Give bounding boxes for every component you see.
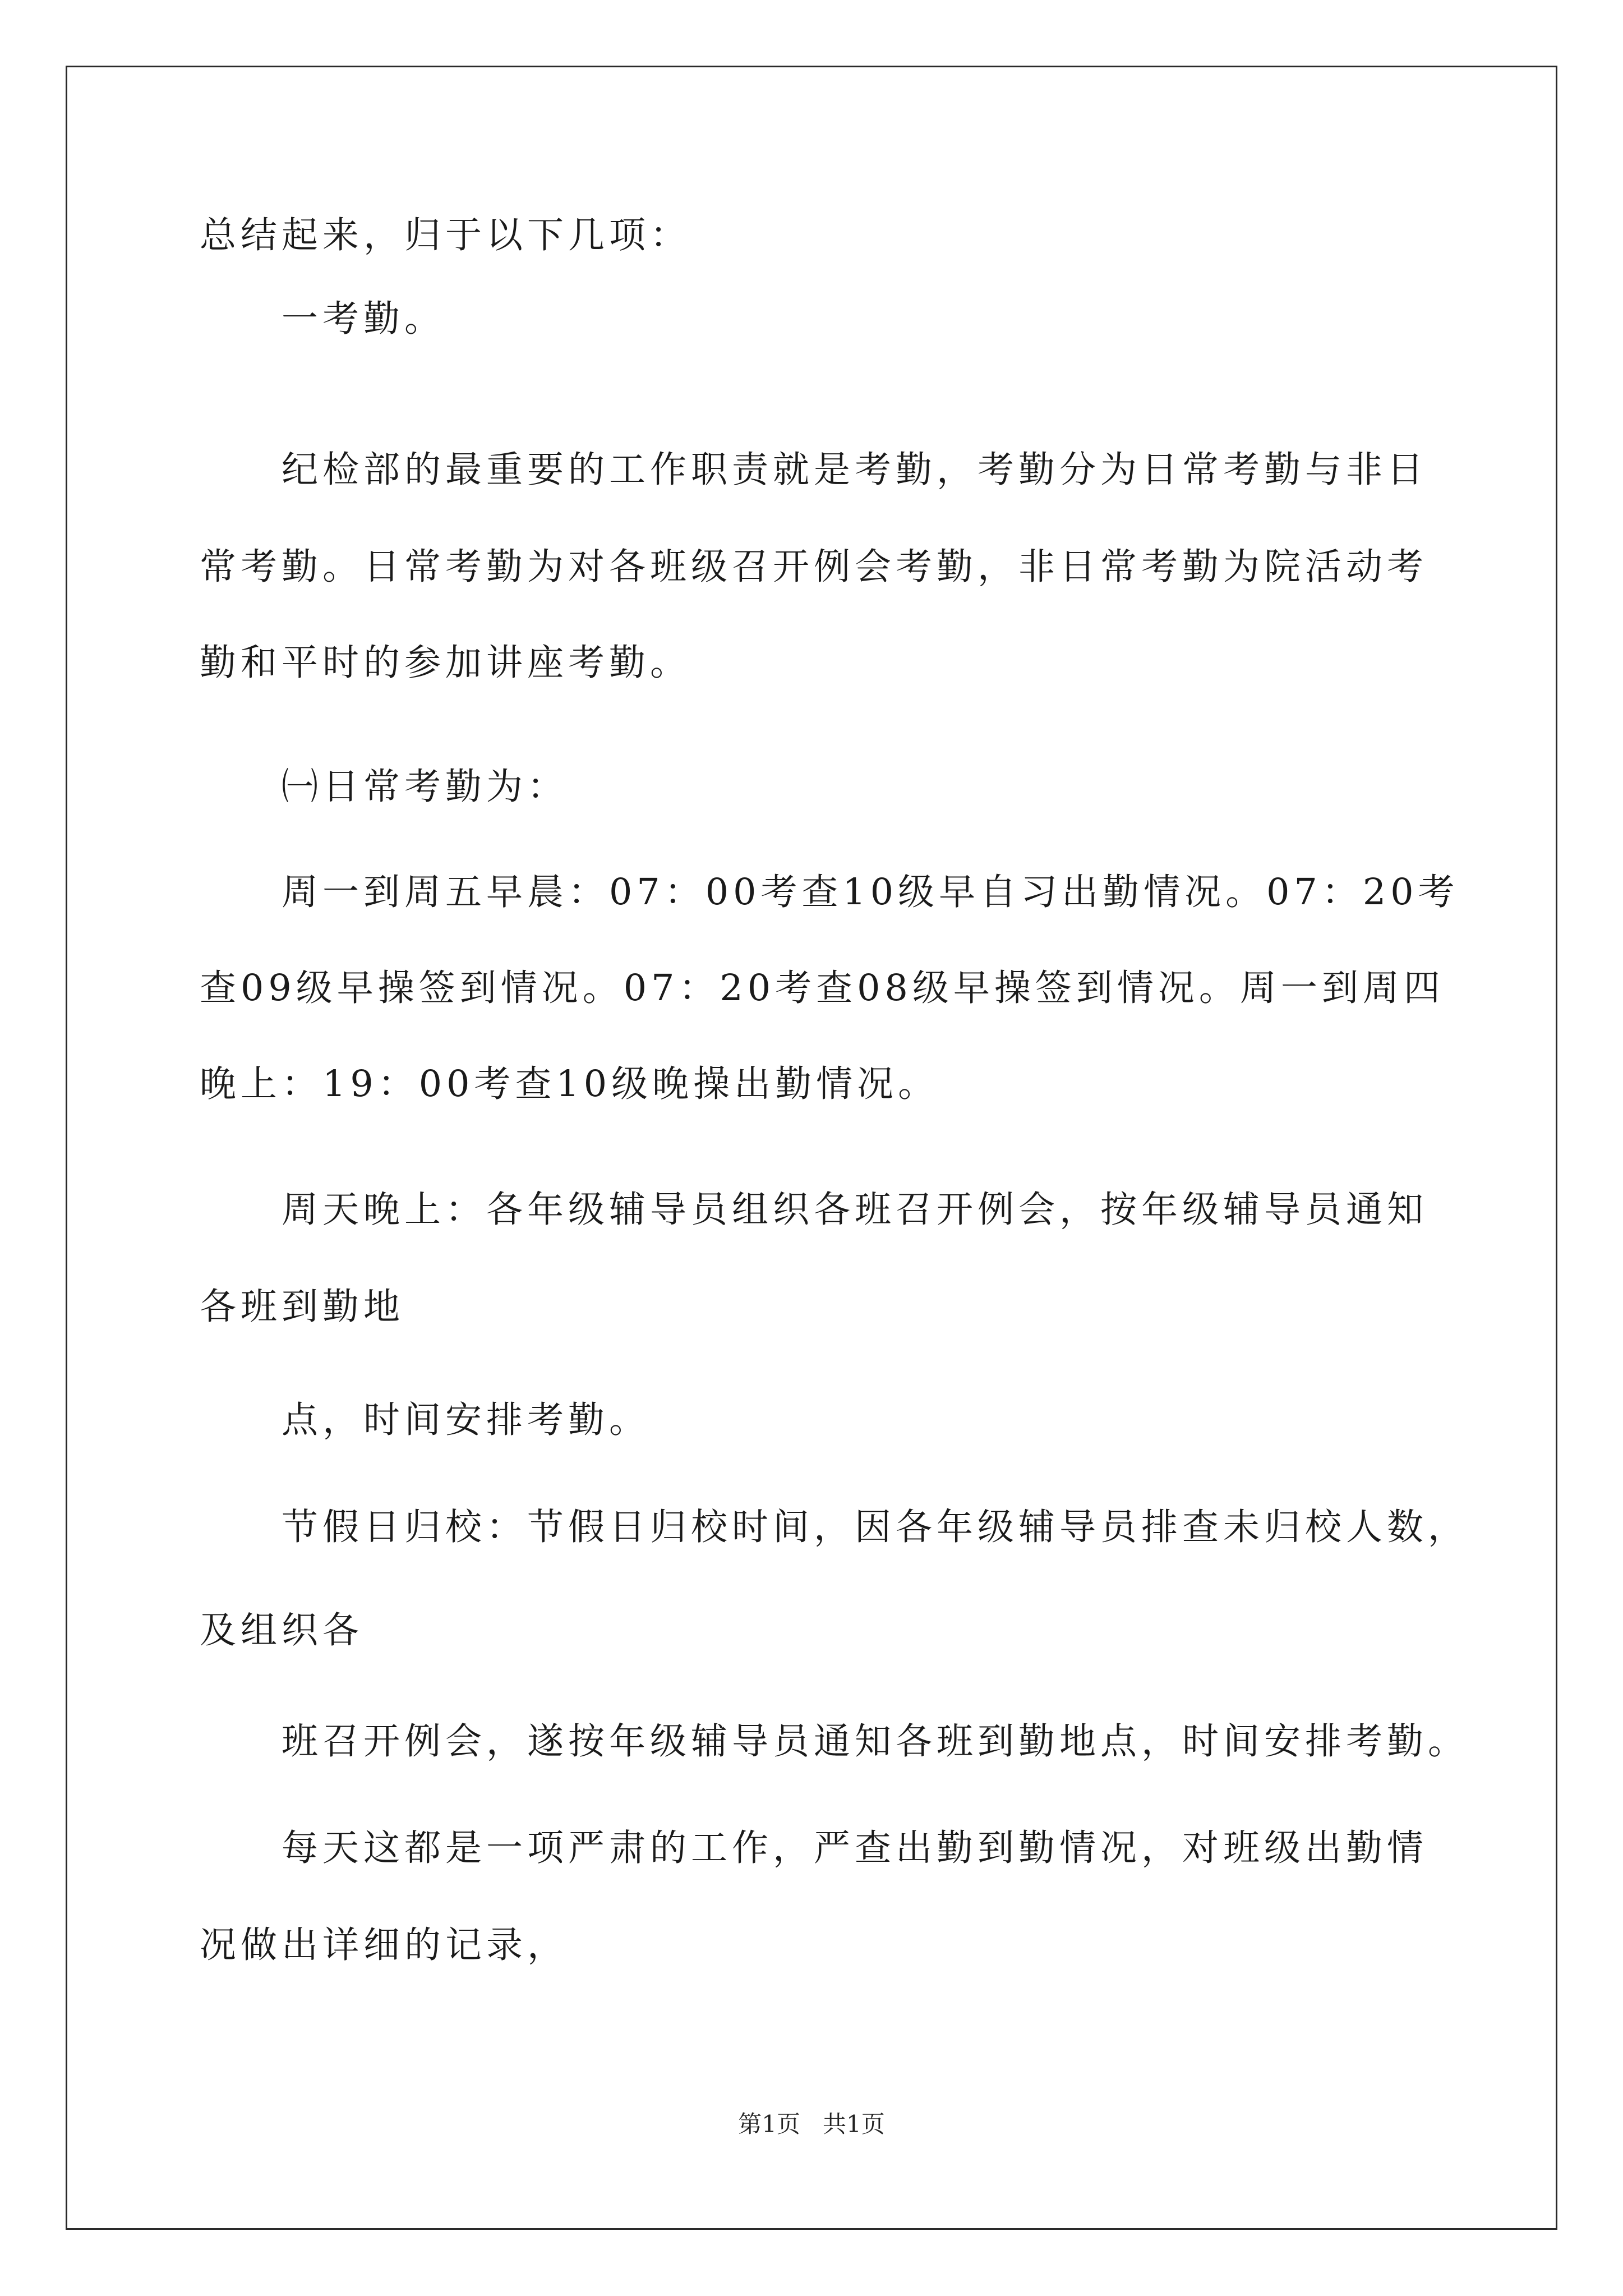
text-line-13: 节假日归校：节假日归校时间，因各年级辅导员排查未归校人数， xyxy=(282,1506,1469,1548)
text-line-14: 及组织各 xyxy=(200,1609,364,1651)
text-line-6: ㈠日常考勤为： xyxy=(282,766,569,808)
text-line-7: 周一到周五早晨：07：00考查10级早自习出勤情况。07：20考 xyxy=(282,871,1459,913)
text-line-1: 总结起来，归于以下几项： xyxy=(200,214,691,256)
text-line-12: 点，时间安排考勤。 xyxy=(282,1399,651,1441)
text-line-15: 班召开例会，遂按年级辅导员通知各班到勤地点，时间安排考勤。 xyxy=(282,1720,1469,1763)
text-line-8: 查09级早操签到情况。07：20考查08级早操签到情况。周一到周四 xyxy=(200,967,1445,1009)
page-border xyxy=(66,66,1557,2230)
text-line-2: 一考勤。 xyxy=(282,298,446,340)
text-line-4: 常考勤。日常考勤为对各班级召开例会考勤，非日常考勤为院活动考 xyxy=(200,546,1428,588)
text-line-17: 况做出详细的记录， xyxy=(200,1924,569,1966)
text-line-16: 每天这都是一项严肃的工作，严查出勤到勤情况，对班级出勤情 xyxy=(282,1827,1428,1869)
text-line-10: 周天晚上：各年级辅导员组织各班召开例会，按年级辅导员通知 xyxy=(282,1189,1428,1231)
page-footer: 第1页 共1页 xyxy=(738,2110,885,2138)
text-line-5: 勤和平时的参加讲座考勤。 xyxy=(200,642,691,684)
text-line-11: 各班到勤地 xyxy=(200,1286,405,1328)
text-line-3: 纪检部的最重要的工作职责就是考勤，考勤分为日常考勤与非日 xyxy=(282,449,1428,491)
text-line-9: 晚上：19：00考查10级晚操出勤情况。 xyxy=(200,1063,939,1105)
